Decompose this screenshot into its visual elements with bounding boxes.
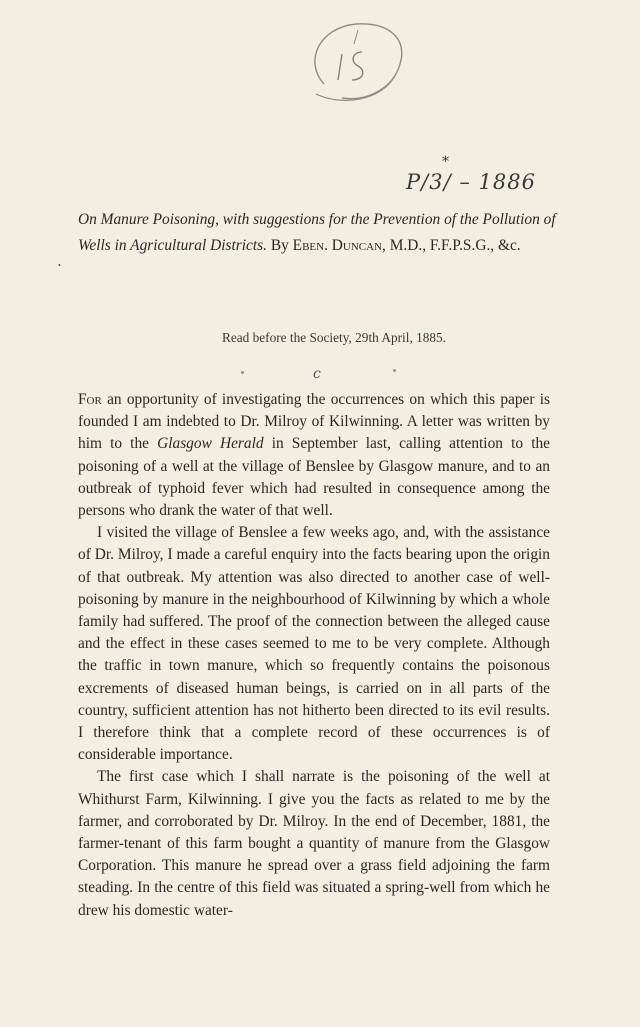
speck-decoration <box>241 371 244 374</box>
newspaper-title: Glasgow Herald <box>157 435 264 453</box>
author-name: Eben. Duncan <box>292 236 382 254</box>
paragraph-text: an opportunity of investigating the occurrences on which this paper is founded I am indebted to Dr. Milroy of Kilwinning. A letter was written by him to the <box>78 391 550 453</box>
paragraph-lead-word: For <box>78 391 102 408</box>
shelfmark-star: * <box>442 154 450 170</box>
article-body <box>78 389 550 922</box>
read-before-text: Read before the Society, 29th April, 1885. <box>221 330 447 345</box>
paragraph: The first case which I shall narrate is the poisoning of the well at Whithurst Farm, Kilwinning. I give you the facts as related to me by the farmer, and corroborated by Dr. Milroy. In the end of December, 1881, the farmer-tenant of this farm bought a quantity of manure from the Glasgow Corporation. This manure he spread over a grass field adjoining the farm steading. In the centre of this field was situated a spring-well from which he drew his domestic water- <box>78 768 550 919</box>
by-prefix: By <box>270 236 289 254</box>
margin-bullet-icon: • <box>58 261 61 270</box>
author-degrees: , M.D., F.F.P.S.G., &c. <box>382 236 521 254</box>
handwritten-shelfmark <box>406 154 536 194</box>
article-title-block <box>78 207 568 258</box>
paragraph-text: in September last, calling attention to the poisoning of a well at the village of Benslee by Glasgow manure, and to an outbreak of typhoid fever which had resulted in consequence among the persons who drank the water of that well. <box>78 435 550 520</box>
library-stamp-seal <box>296 14 416 110</box>
article-title: On Manure Poisoning, with suggestions for the Prevention of the Pollution of Wells in Agricultural Districts. <box>78 211 556 254</box>
read-before-line <box>0 330 640 346</box>
paragraph <box>78 389 550 522</box>
shelfmark-text: P/3/ – 1886 <box>406 170 536 194</box>
speck-decoration <box>393 369 396 372</box>
handwritten-mark: c <box>313 366 321 382</box>
paragraph: I visited the village of Benslee a few weeks ago, and, with the assistance of Dr. Milroy, I made a careful enquiry into the facts bearing upon the origin of that outbreak. My attention was also directed to another case of well-poisoning by manure in the neighbourhood of Kilwinning by which a whole family had suffered. The proof of the connection between the alleged cause and the effect in these cases seemed to me to be very complete. Although the traffic in town manure, which so frequently contains the poisonous excrements of diseased human beings, is carried on in all parts of the country, sufficient attention has not hitherto been directed to its evil results. I therefore think that a complete record of these occurrences is of considerable importance. <box>78 524 550 764</box>
